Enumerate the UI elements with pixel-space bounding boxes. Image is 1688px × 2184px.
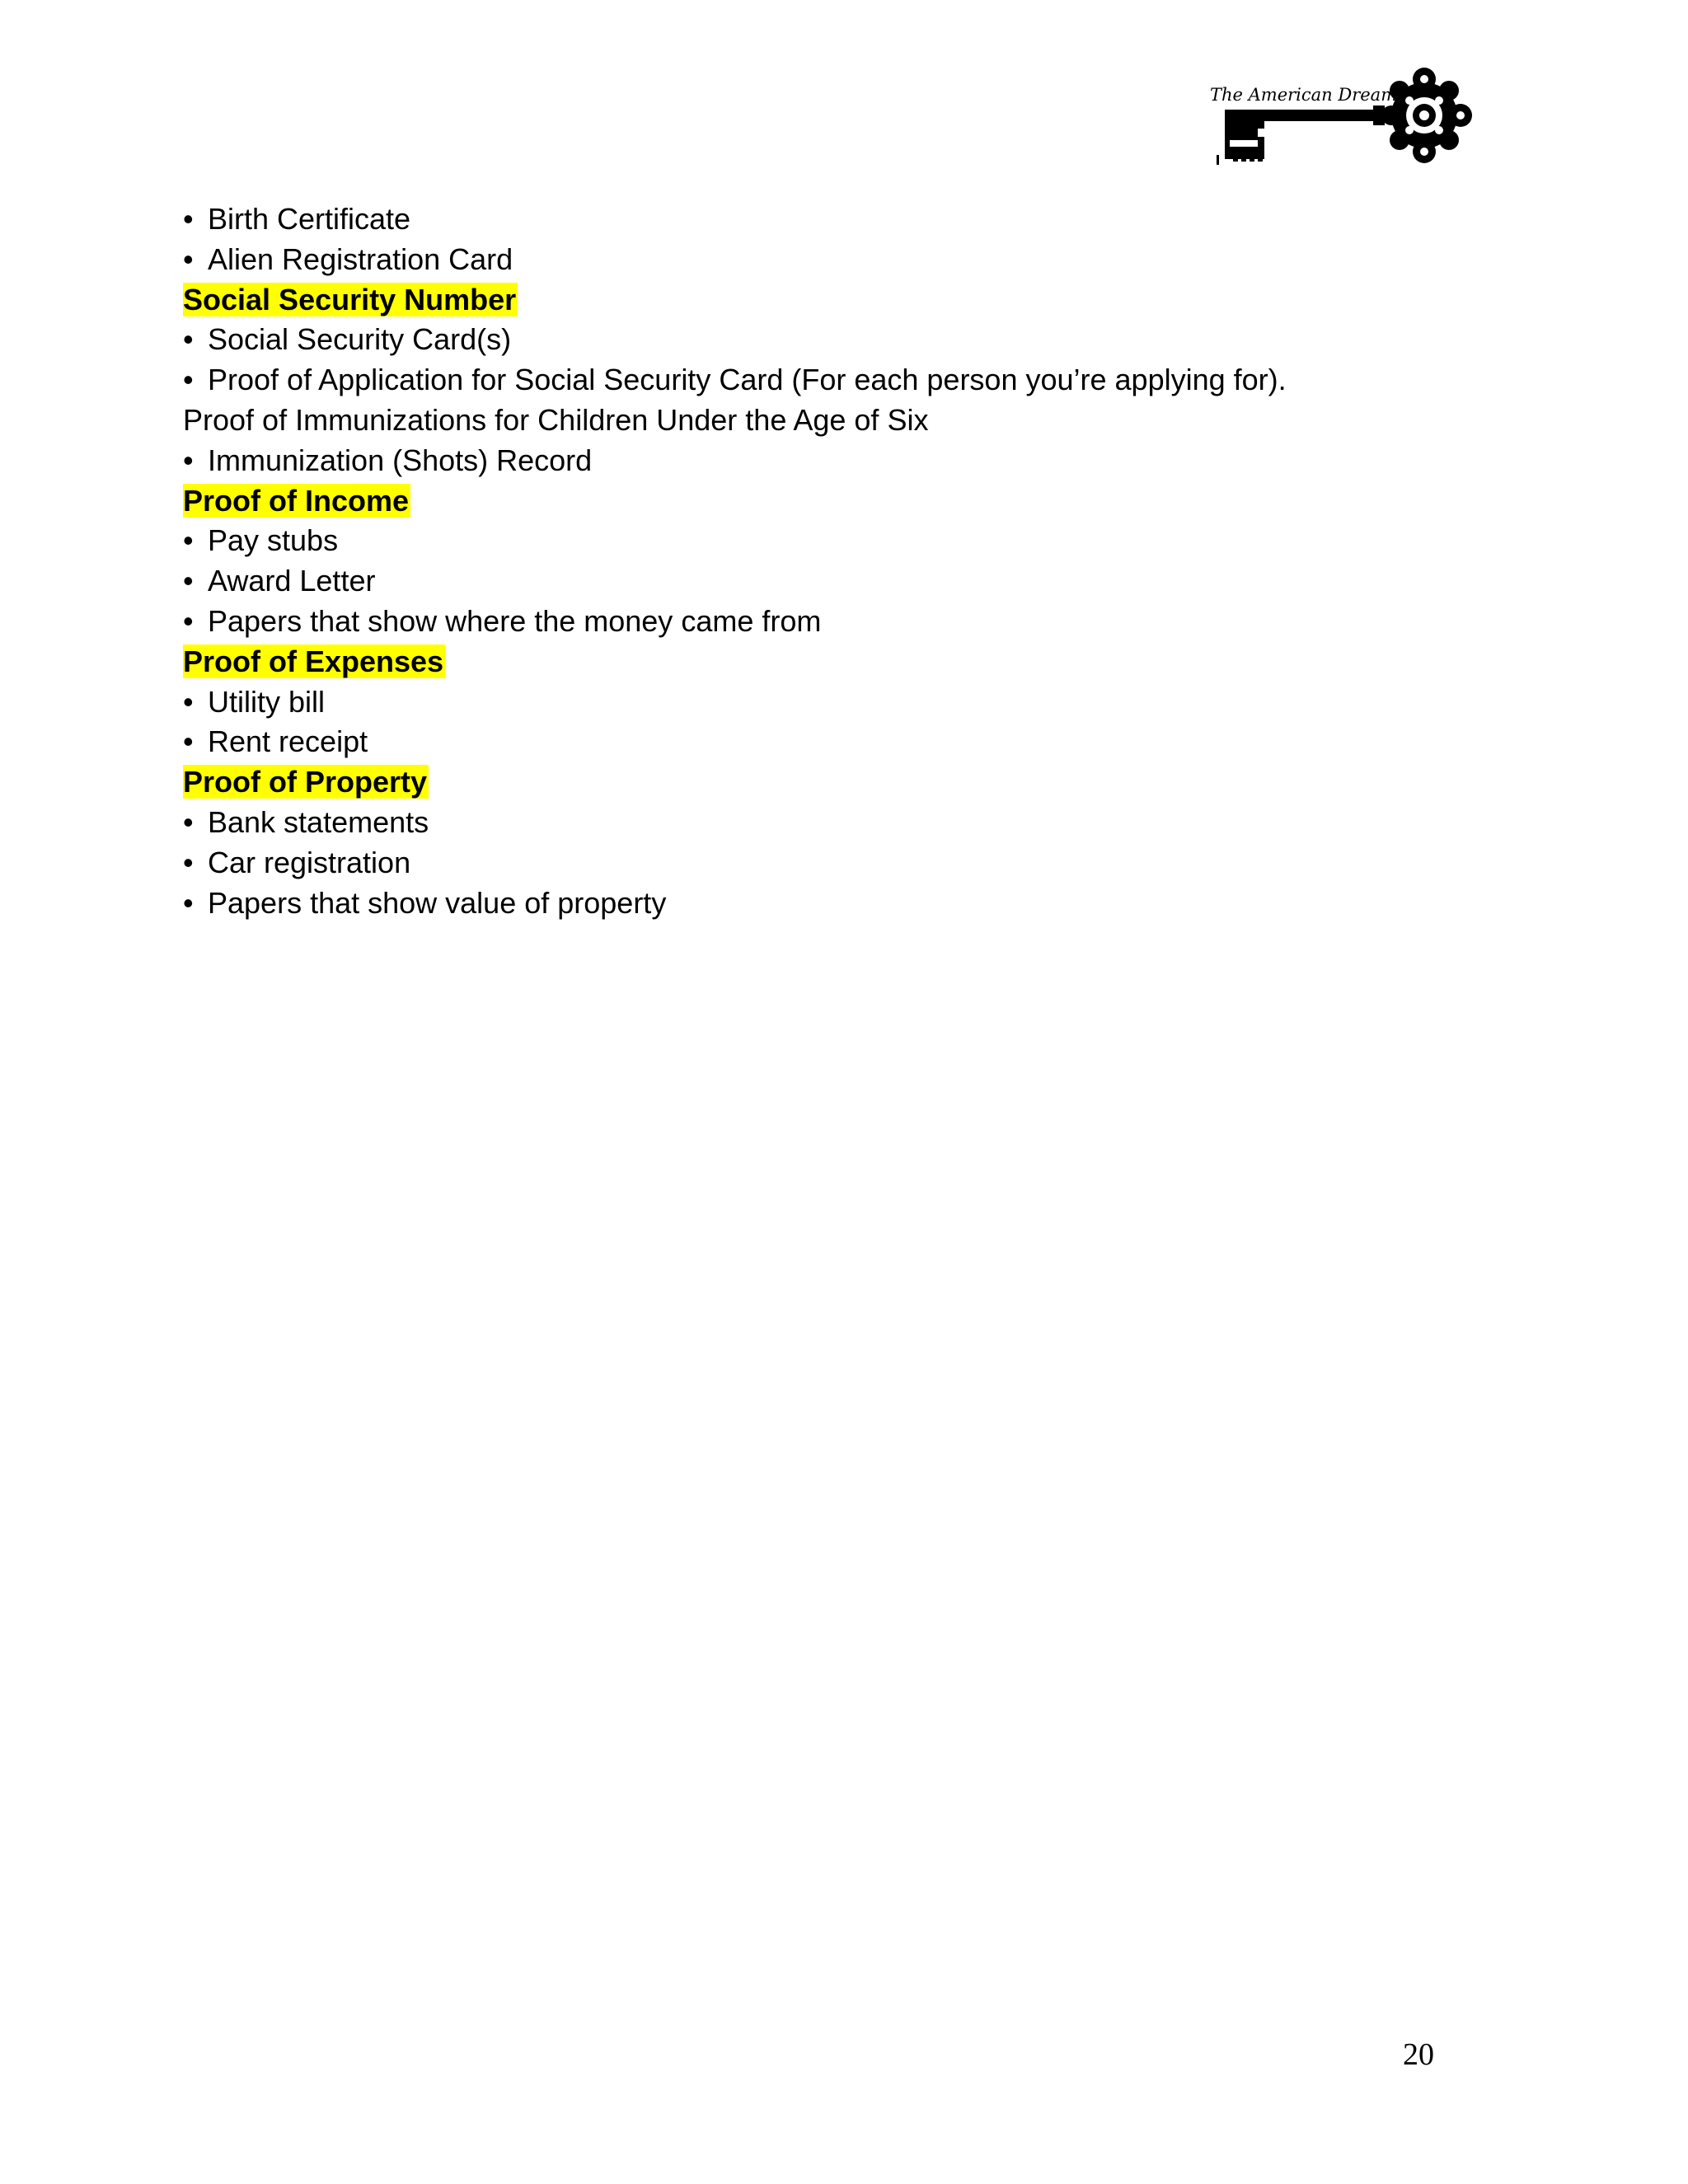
list-item [183,360,1584,401]
bullet-icon: • [183,322,194,357]
list-item-text: Rent receipt [208,724,368,759]
logo-caption: The American Dream [1210,85,1398,105]
list-item [183,320,1584,360]
bullet-icon: • [183,363,194,397]
bullet-icon: • [183,684,194,719]
bullet-icon: • [183,804,194,839]
plain-line-text: Proof of Immunizations for Children Under the Age of Six [183,402,929,437]
list-item [183,843,1584,883]
list-item-text: Car registration [208,845,411,879]
list-item [183,682,1584,723]
section-heading [183,642,1584,682]
section-heading [183,481,1584,522]
bullet-icon: • [183,603,194,638]
bullet-icon: • [183,443,194,477]
document-list [183,199,1584,923]
bullet-icon: • [183,885,194,920]
bullet-icon: • [183,564,194,598]
list-item-text: Bank statements [208,804,429,839]
section-heading [183,280,1584,321]
list-item [183,561,1584,602]
list-item-text: Papers that show where the money came from [208,603,822,638]
highlighted-heading-text: Social Security Number [183,282,517,316]
list-item [183,883,1584,924]
list-item-text: Proof of Application for Social Security Card (For each person you’re applying for). [208,363,1287,397]
american-dream-key-logo [1208,64,1472,173]
list-item [183,199,1584,240]
bullet-icon: • [183,845,194,879]
highlighted-heading-text: Proof of Income [183,483,410,518]
list-item-text: Social Security Card(s) [208,322,512,357]
bullet-icon: • [183,202,194,236]
list-item [183,803,1584,843]
bullet-icon: • [183,724,194,759]
highlighted-heading-text: Proof of Property [183,765,428,799]
highlighted-heading-text: Proof of Expenses [183,644,444,678]
list-item [183,521,1584,561]
bullet-icon: • [183,523,194,558]
list-item-text: Alien Registration Card [208,241,513,276]
plain-line [183,401,1584,441]
bullet-icon: • [183,241,194,276]
section-heading [183,762,1584,803]
list-item-text: Utility bill [208,684,326,719]
list-item [183,602,1584,642]
list-item [183,441,1584,481]
list-item-text: Pay stubs [208,523,339,558]
list-item [183,240,1584,280]
list-item-text: Immunization (Shots) Record [208,443,593,477]
list-item [183,722,1584,762]
page-number: 20 [1403,2037,1434,2072]
list-item-text: Birth Certificate [208,202,411,236]
list-item-text: Papers that show value of property [208,885,667,920]
list-item-text: Award Letter [208,564,376,598]
